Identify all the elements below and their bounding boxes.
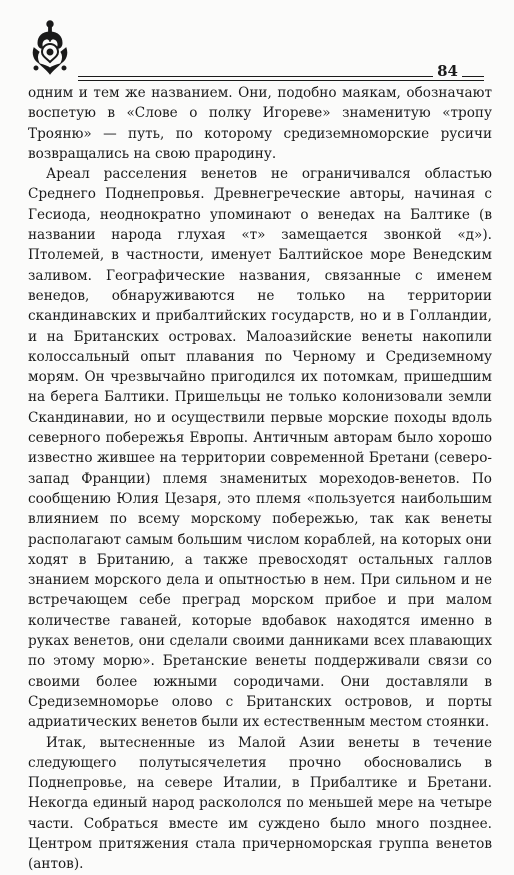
paragraph: одним и тем же названием. Они, подобно маякам, обозначают воспетую в «Слове о полку Игореве» знаменитую «тропу Трояню» — путь, по которому средиземноморские русичи возвращались на свою прародину. [28,85,492,162]
page-number: 84 [433,62,462,80]
body-text [28,83,492,875]
paragraph: Итак, вытесненные из Малой Азии венеты в течение следующего полутысячелетия прочно обосновались в Поднепровье, на севере Италии, в Прибалтике и Бретани. Некогда единый народ раскололся по меньшей мере на четыре части. Собраться вместе им суждено было много позднее. Центром притяжения стала причерноморская группа венетов (антов). [28,734,492,873]
page-header [20,18,494,78]
paragraph: Ареал расселения венетов не ограничивался областью Среднего Поднепровья. Древнегреческие авторы, начиная с Гесиода, неоднократно упоминают о венедах на Балтике (в названии народа глухая «т» замещается звонкой «д»). Птолемей, в частности, именует Балтийское море Венедским заливом. Географические названия, связанные с именем венедов, обнаруживаются не только на территории скандинавских и прибалтийских государств, но и в Голландии, и на Британских островах. Малоазийские венеты накопили колоссальный опыт плавания по Черному и Средиземному морям. Он чрезвычайно пригодился их потомкам, пришедшим на берега Балтики. Пришельцы не только колонизовали земли Скандинавии, но и осуществили первые морские походы вдоль северного побережья Европы. Античным авторам было хорошо известно жившее на территории современной Бретани (северо-запад Франции) племя знаменитых мореходов-венетов. По сообщению Юлия Цезаря, это племя «пользуется наибольшим влиянием по всему морскому побережью, так как венеты располагают самым большим числом кораблей, на которых они ходят в Британию, а также превосходят остальных галлов знанием морского дела и опытностью в нем. При сильном и не встречающем себе преград морском прибое и при малом количестве гаваней, которые вдобавок находятся именно в руках венетов, они сделали своими данниками всех плавающих по этому морю». Бретанские венеты поддерживали связи со своими более южными сородичами. Они доставляли в Средиземноморье олово с Британских островов, и порты адриатических венетов были их естественным местом стоянки. [28,166,492,731]
ornament-icon [30,18,70,76]
header-rule [78,62,484,84]
